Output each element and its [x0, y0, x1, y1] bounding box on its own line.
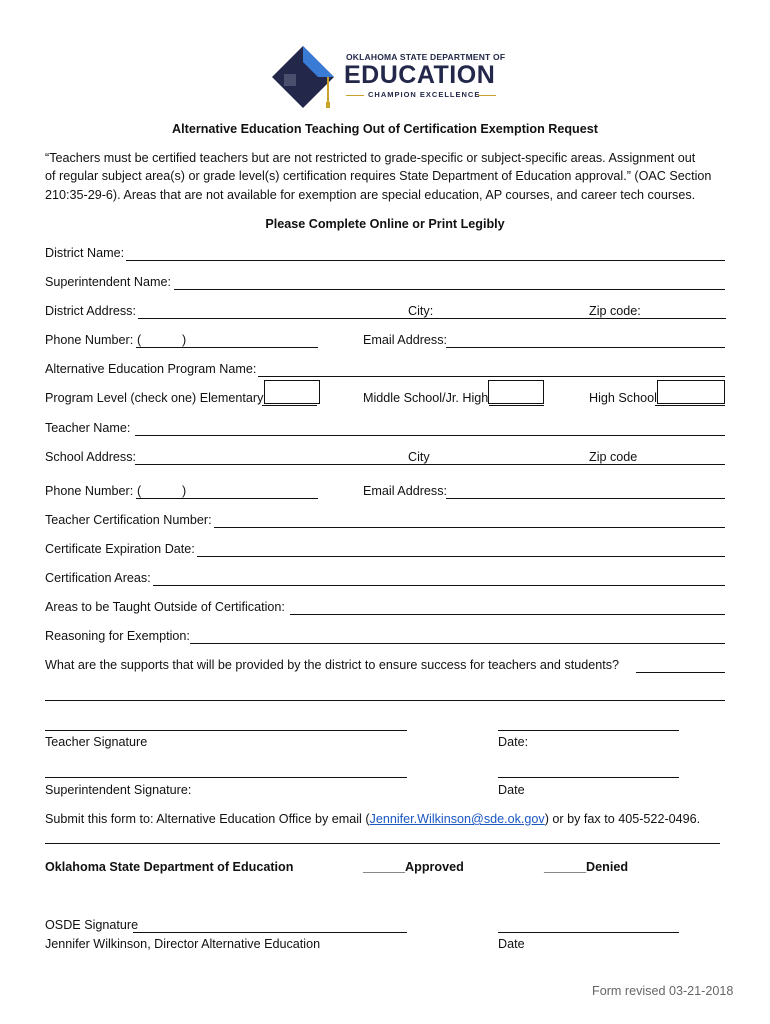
graduation-cap-icon	[270, 44, 336, 110]
superintendent-name-label: Superintendent Name:	[45, 275, 172, 289]
cert-exp-label: Certificate Expiration Date:	[45, 542, 195, 556]
zip-label-2: Zip code	[589, 450, 638, 464]
superintendent-signature-line[interactable]	[45, 777, 407, 778]
superintendent-name-field[interactable]	[174, 289, 725, 290]
middle-school-label: Middle School/Jr. High	[363, 391, 489, 405]
submit-prefix: Submit this form to: Alternative Education Office by email (	[45, 812, 370, 826]
reasoning-field[interactable]	[190, 643, 725, 644]
phone-paren-open-2: (	[137, 484, 142, 498]
areas-outside-label: Areas to be Taught Outside of Certification:	[45, 600, 285, 614]
logo-rule-right	[478, 95, 496, 96]
phone-label-2: Phone Number:	[45, 484, 134, 498]
teacher-signature-line[interactable]	[45, 730, 407, 731]
cert-areas-label: Certification Areas:	[45, 571, 151, 585]
agency-name: Oklahoma State Department of Education	[45, 860, 294, 874]
supports-field-inline[interactable]	[636, 672, 725, 673]
reasoning-label: Reasoning for Exemption:	[45, 629, 190, 643]
approved-option[interactable]	[363, 860, 464, 874]
logo-line3: CHAMPION EXCELLENCE	[368, 90, 481, 99]
denied-label: Denied	[586, 860, 629, 874]
osde-signature-label: OSDE Signature	[45, 918, 139, 932]
intro-line-1: “Teachers must be certified teachers but are not restricted to grade-specific or subject-specific areas. Assignment out	[45, 151, 696, 165]
submit-instructions	[45, 812, 700, 826]
osde-date-line[interactable]	[498, 932, 679, 933]
email-label-2: Email Address:	[363, 484, 447, 498]
program-level-label: Program Level (check one) Elementary	[45, 391, 264, 405]
phone-paren-close-1: )	[182, 333, 187, 347]
middle-school-underline	[489, 405, 544, 406]
director-name: Jennifer Wilkinson, Director Alternative Education	[45, 937, 321, 951]
denied-blank: ______	[544, 860, 587, 874]
elementary-checkbox[interactable]	[264, 380, 320, 404]
high-school-label: High School	[589, 391, 657, 405]
superintendent-date-label: Date	[498, 783, 525, 797]
zip-label-1: Zip code:	[589, 304, 641, 318]
instruction: Please Complete Online or Print Legibly	[265, 217, 505, 231]
elementary-underline	[262, 405, 317, 406]
teacher-date-label: Date:	[498, 735, 529, 749]
form-title: Alternative Education Teaching Out of Certification Exemption Request	[172, 122, 598, 136]
teacher-name-field[interactable]	[135, 435, 725, 436]
approved-label: Approved	[405, 860, 464, 874]
cert-areas-field[interactable]	[153, 585, 725, 586]
phone-field-2[interactable]	[136, 498, 318, 499]
osde-date-label: Date	[498, 937, 525, 951]
supports-field-line2[interactable]	[45, 700, 725, 701]
email-field-2[interactable]	[446, 498, 725, 499]
district-name-field[interactable]	[126, 260, 725, 261]
submit-suffix: ) or by fax to 405-522-0496.	[544, 812, 701, 826]
supports-label: What are the supports that will be provided by the district to ensure success for teachers and students?	[45, 658, 620, 672]
phone-field-1[interactable]	[136, 347, 318, 348]
school-address-field[interactable]	[135, 464, 725, 465]
phone-label-1: Phone Number:	[45, 333, 134, 347]
email-label-1: Email Address:	[363, 333, 447, 347]
district-address-field[interactable]	[138, 318, 726, 319]
logo-rule-left	[346, 95, 364, 96]
cert-exp-field[interactable]	[197, 556, 725, 557]
areas-outside-field[interactable]	[290, 614, 725, 615]
cert-number-field[interactable]	[214, 527, 725, 528]
cert-number-label: Teacher Certification Number:	[45, 513, 212, 527]
high-school-underline	[655, 405, 725, 406]
school-address-label: School Address:	[45, 450, 137, 464]
logo-line2: EDUCATION	[344, 61, 496, 89]
phone-paren-close-2: )	[182, 484, 187, 498]
approved-blank: ______	[363, 860, 406, 874]
osde-signature-line[interactable]	[133, 932, 407, 933]
intro-line-2: of regular subject area(s) or grade level(s) certification requires State Department of Education approval.” (OAC Section	[45, 169, 712, 183]
teacher-date-line[interactable]	[498, 730, 679, 731]
superintendent-date-line[interactable]	[498, 777, 679, 778]
email-field-1[interactable]	[446, 347, 725, 348]
middle-school-checkbox[interactable]	[488, 380, 544, 404]
logo-line1: OKLAHOMA STATE DEPARTMENT OF	[346, 52, 506, 62]
superintendent-signature-label: Superintendent Signature:	[45, 783, 192, 797]
intro-line-3: 210:35-29-6). Areas that are not available for exemption are special education, AP courses, and career tech courses.	[45, 188, 696, 202]
district-name-label: District Name:	[45, 246, 125, 260]
osde-logo	[270, 44, 506, 110]
district-address-label: District Address:	[45, 304, 136, 318]
form-revision: Form revised 03-21-2018	[592, 984, 734, 998]
program-name-field[interactable]	[258, 376, 725, 377]
high-school-checkbox[interactable]	[657, 380, 725, 404]
denied-option[interactable]	[544, 860, 628, 874]
teacher-signature-label: Teacher Signature	[45, 735, 148, 749]
teacher-name-label: Teacher Name:	[45, 421, 131, 435]
submit-email-link[interactable]: Jennifer.Wilkinson@sde.ok.gov	[369, 812, 545, 826]
city-label-1: City:	[408, 304, 434, 318]
section-divider	[45, 843, 720, 844]
phone-paren-open-1: (	[137, 333, 142, 347]
city-label-2: City	[408, 450, 430, 464]
program-name-label: Alternative Education Program Name:	[45, 362, 257, 376]
